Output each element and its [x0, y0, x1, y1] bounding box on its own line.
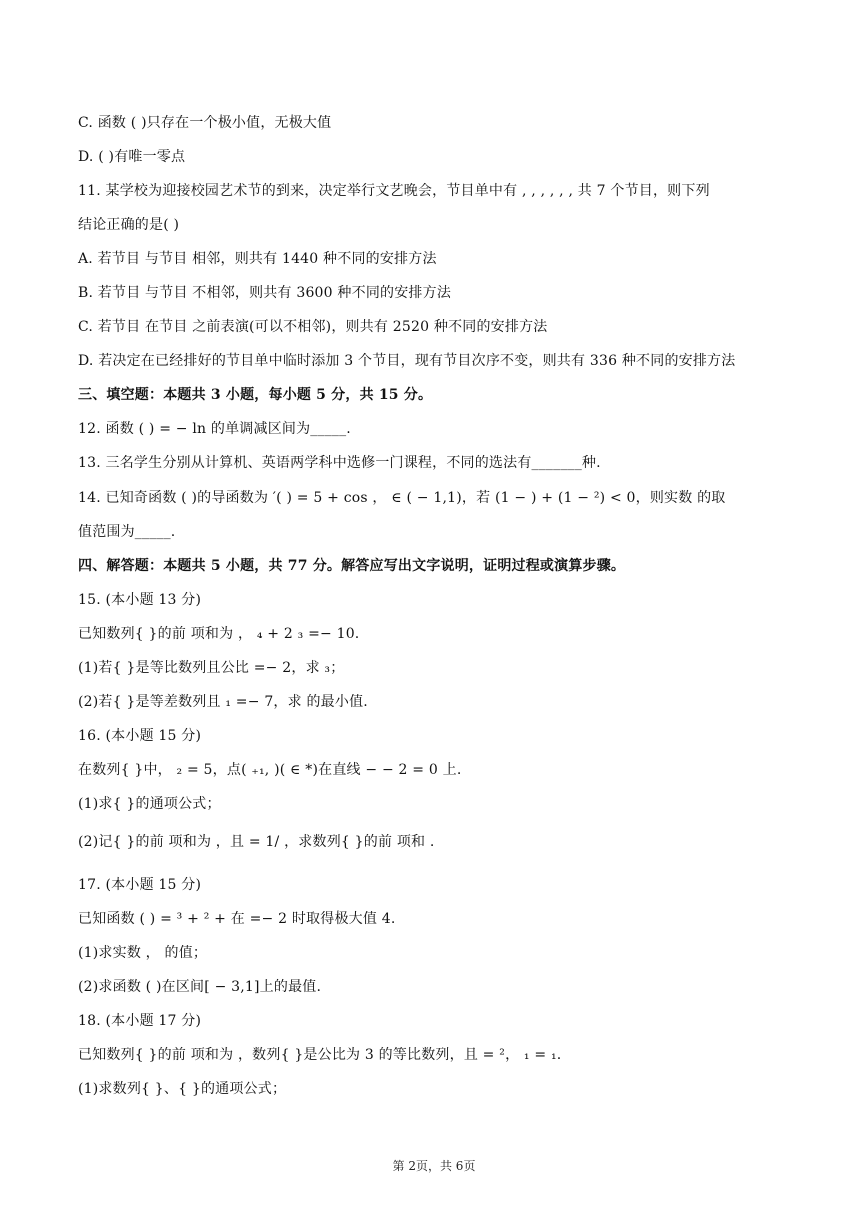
- question-11-line-2: 结论正确的是( ): [78, 217, 180, 233]
- question-17-header: 17. (本小题 15 分): [78, 877, 202, 893]
- section-4-heading: 四、解答题：本题共 5 小题，共 77 分。解答应写出文字说明，证明过程或演算步骤。: [78, 558, 626, 574]
- question-18-header: 18. (本小题 17 分): [78, 1013, 202, 1029]
- question-15-stem: 已知数列{ }的前 项和为 ， ₄ + 2 ₃ =− 10.: [78, 626, 360, 642]
- question-17-stem: 已知函数 ( ) = ³ + ² + 在 =− 2 时取得极大值 4.: [78, 911, 396, 927]
- question-16-part-2: (2)记{ }的前 项和为 ，且 = 1/ ，求数列{ }的前 项和 .: [78, 834, 435, 850]
- question-18-part-1: (1)求数列{ }、{ }的通项公式；: [78, 1081, 287, 1097]
- question-11-line-1: 11. 某学校为迎接校园艺术节的到来，决定举行文艺晚会，节目单中有 , , , , , , 共 7 个节目，则下列: [78, 183, 710, 199]
- question-12: 12. 函数 ( ) = − ln 的单调减区间为_____.: [78, 421, 351, 437]
- question-18-stem: 已知数列{ }的前 项和为 ，数列{ }是公比为 3 的等比数列，且 = ²， ₁ = ₁.: [78, 1047, 562, 1063]
- option-a-q11: A. 若节目 与节目 相邻，则共有 1440 种不同的安排方法: [78, 251, 437, 267]
- option-d-q11: D. 若决定在已经排好的节目单中临时添加 3 个节目，现有节目次序不变，则共有 336 种不同的安排方法: [78, 353, 736, 369]
- page-footer: 第 2页，共 6页: [392, 1159, 476, 1173]
- question-14-line-2: 值范围为_____.: [78, 524, 176, 540]
- option-b-q11: B. 若节目 与节目 不相邻，则共有 3600 种不同的安排方法: [78, 285, 452, 301]
- question-13: 13. 三名学生分别从计算机、英语两学科中选修一门课程，不同的选法有_______种.: [78, 455, 601, 471]
- option-c-q10: C. 函数 ( )只存在一个极小值，无极大值: [78, 115, 332, 131]
- question-15-part-1: (1)若{ }是等比数列且公比 =− 2，求 ₃；: [78, 660, 345, 676]
- option-c-q11: C. 若节目 在节目 之前表演(可以不相邻)，则共有 2520 种不同的安排方法: [78, 319, 548, 335]
- question-17-part-2: (2)求函数 ( )在区间[ − 3,1]上的最值.: [78, 979, 322, 995]
- question-16-part-1: (1)求{ }的通项公式；: [78, 796, 221, 812]
- question-16-header: 16. (本小题 15 分): [78, 728, 202, 744]
- option-d-q10: D. ( )有唯一零点: [78, 149, 186, 165]
- question-15-part-2: (2)若{ }是等差数列且 ₁ =− 7，求 的最小值.: [78, 694, 368, 710]
- question-17-part-1: (1)求实数 ， 的值；: [78, 945, 208, 961]
- section-3-heading: 三、填空题：本题共 3 小题，每小题 5 分，共 15 分。: [78, 387, 433, 403]
- question-14-line-1: 14. 已知奇函数 ( )的导函数为 ′( ) = 5 + cos ， ∈ ( − 1,1)，若 (1 − ) + (1 − ²) < 0，则实数 的取: [78, 490, 726, 506]
- question-15-header: 15. (本小题 13 分): [78, 592, 202, 608]
- question-16-stem: 在数列{ }中， ₂ = 5，点( ₊₁, )( ∈ *)在直线 − − 2 = 0 上.: [78, 762, 462, 778]
